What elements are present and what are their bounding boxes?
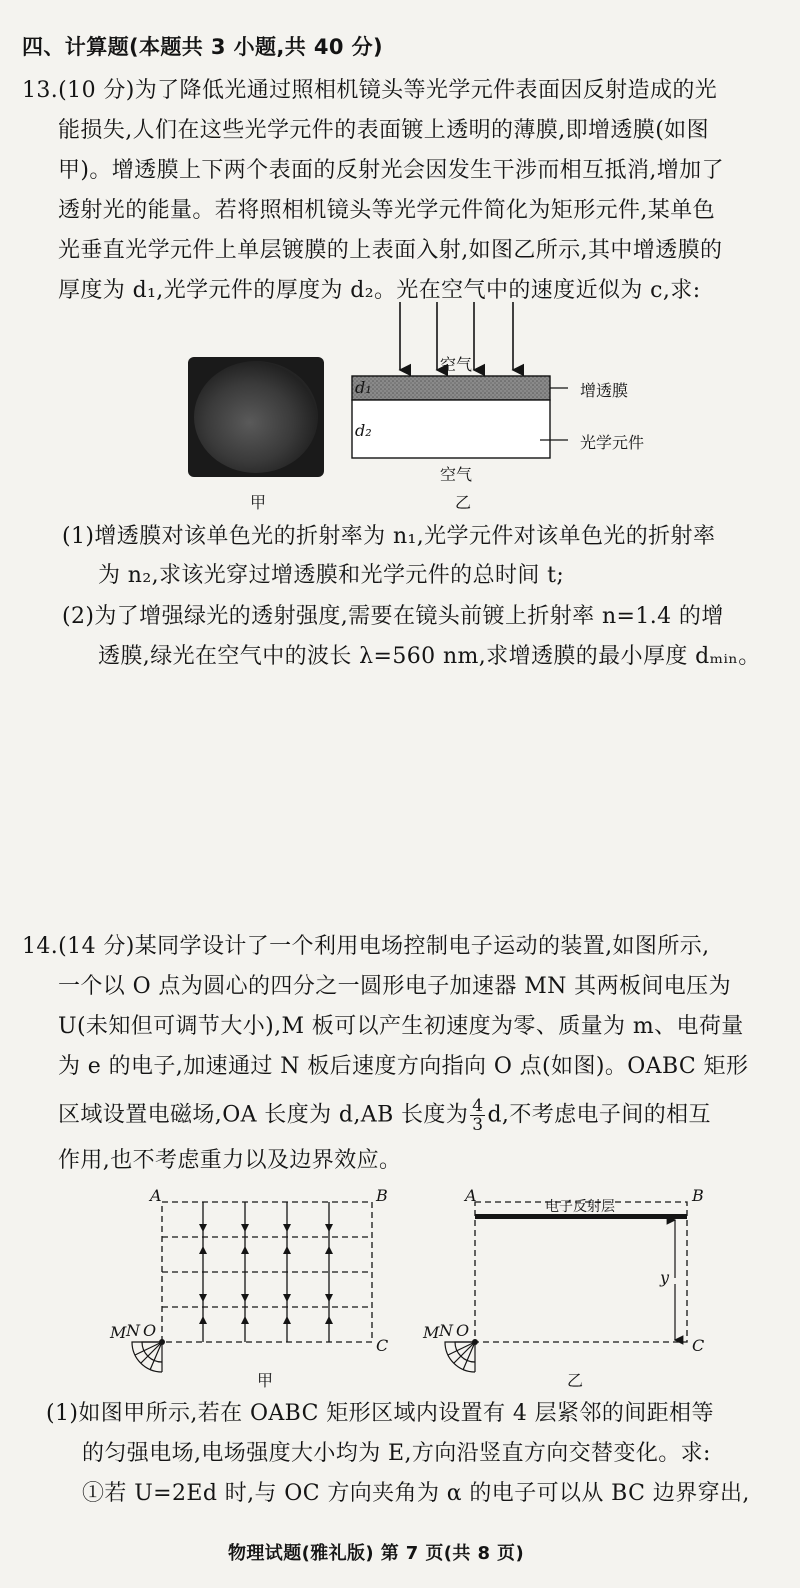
- q14-sub1-line-3: ①若 U=2Ed 时,与 OC 方向夹角为 α 的电子可以从 BC 边界穿出,: [82, 1481, 750, 1506]
- reflector-layer-label: 电子反射层: [545, 1199, 615, 1215]
- fig-b-label-A: A: [465, 1186, 477, 1205]
- air-bottom-label: 空气: [440, 465, 473, 484]
- q13-line-5: 光垂直光学元件上单层镀膜的上表面入射,如图乙所示,其中增透膜的: [58, 238, 723, 263]
- q13-line-2: 能损失,人们在这些光学元件的表面镀上透明的薄膜,即增透膜(如图: [58, 118, 709, 143]
- q13-line-4: 透射光的能量。若将照相机镜头等光学元件简化为矩形元件,某单色: [58, 198, 715, 223]
- d2-label: d₂: [355, 421, 372, 440]
- fraction-four-thirds: [470, 1097, 485, 1134]
- fig-a-label-O: O: [143, 1321, 157, 1340]
- q14-line-5-post: d,不考虑电子间的相互: [487, 1102, 711, 1128]
- q14-line-6: 作用,也不考虑重力以及边界效应。: [58, 1148, 402, 1173]
- fig-b-label-B: B: [692, 1186, 704, 1205]
- fig-b-label-C: C: [692, 1336, 705, 1355]
- film-label: 增透膜: [580, 381, 629, 400]
- fraction-denominator: 3: [472, 1115, 484, 1135]
- q14-line-5: [58, 1097, 711, 1134]
- q13-line-6: 厚度为 d₁,光学元件的厚度为 d₂。光在空气中的速度近似为 c,求:: [58, 278, 701, 303]
- q13-caption-right: 乙: [455, 493, 472, 512]
- q13-sub1-line-1: (1)增透膜对该单色光的折射率为 n₁,光学元件对该单色光的折射率: [62, 524, 716, 549]
- fig-a-label-A: A: [150, 1186, 162, 1205]
- element-label: 光学元件: [580, 433, 645, 452]
- fig-a-label-M: M: [110, 1323, 127, 1342]
- fig-b-label-O: O: [456, 1321, 470, 1340]
- q14-line-3: U(未知但可调节大小),M 板可以产生初速度为零、质量为 m、电荷量: [58, 1014, 744, 1039]
- y-label: y: [660, 1268, 670, 1287]
- fig-b-label-N: N: [439, 1321, 453, 1340]
- section-header: 四、计算题(本题共 3 小题,共 40 分): [22, 35, 384, 59]
- fig-b-label-M: M: [423, 1323, 440, 1342]
- q13-sub2-line-2: 透膜,绿光在空气中的波长 λ=560 nm,求增透膜的最小厚度 dₘᵢₙ。: [98, 644, 761, 669]
- q13-line-3: 甲)。增透膜上下两个表面的反射光会因发生干涉而相互抵消,增加了: [58, 158, 724, 183]
- fig-a-label-C: C: [376, 1336, 389, 1355]
- q14-line-5-pre: 区域设置电磁场,OA 长度为 d,AB 长度为: [58, 1102, 469, 1128]
- lens-photo: [188, 357, 324, 477]
- q14-line-2: 一个以 O 点为圆心的四分之一圆形电子加速器 MN 其两板间电压为: [58, 974, 731, 999]
- fraction-numerator: 4: [472, 1096, 484, 1116]
- air-top-label: 空气: [440, 355, 473, 374]
- q14-sub1-line-1: (1)如图甲所示,若在 OABC 矩形区域内设置有 4 层紧邻的间距相等: [46, 1401, 714, 1426]
- field-diagram: [100, 1180, 400, 1380]
- q14-caption-right: 乙: [567, 1371, 584, 1390]
- fig-a-label-B: B: [376, 1186, 388, 1205]
- d1-label: d₁: [355, 378, 372, 397]
- q14-sub1-line-2: 的匀强电场,电场强度大小均为 E,方向沿竖直方向交替变化。求:: [82, 1441, 711, 1466]
- q14-caption-left: 甲: [257, 1371, 274, 1390]
- q14-line-1: 14.(14 分)某同学设计了一个利用电场控制电子运动的装置,如图所示,: [22, 934, 710, 959]
- q13-sub1-line-2: 为 n₂,求该光穿过增透膜和光学元件的总时间 t;: [98, 563, 565, 588]
- q13-sub2-line-1: (2)为了增强绿光的透射强度,需要在镜头前镀上折射率 n=1.4 的增: [62, 604, 724, 629]
- fig-a-label-N: N: [126, 1321, 140, 1340]
- q13-caption-left: 甲: [250, 493, 267, 512]
- q13-line-1: 13.(10 分)为了降低光通过照相机镜头等光学元件表面因反射造成的光: [22, 78, 718, 103]
- page-footer: 物理试题(雅礼版) 第 7 页(共 8 页): [228, 1543, 525, 1564]
- q14-line-4: 为 e 的电子,加速通过 N 板后速度方向指向 O 点(如图)。OABC 矩形: [58, 1054, 749, 1079]
